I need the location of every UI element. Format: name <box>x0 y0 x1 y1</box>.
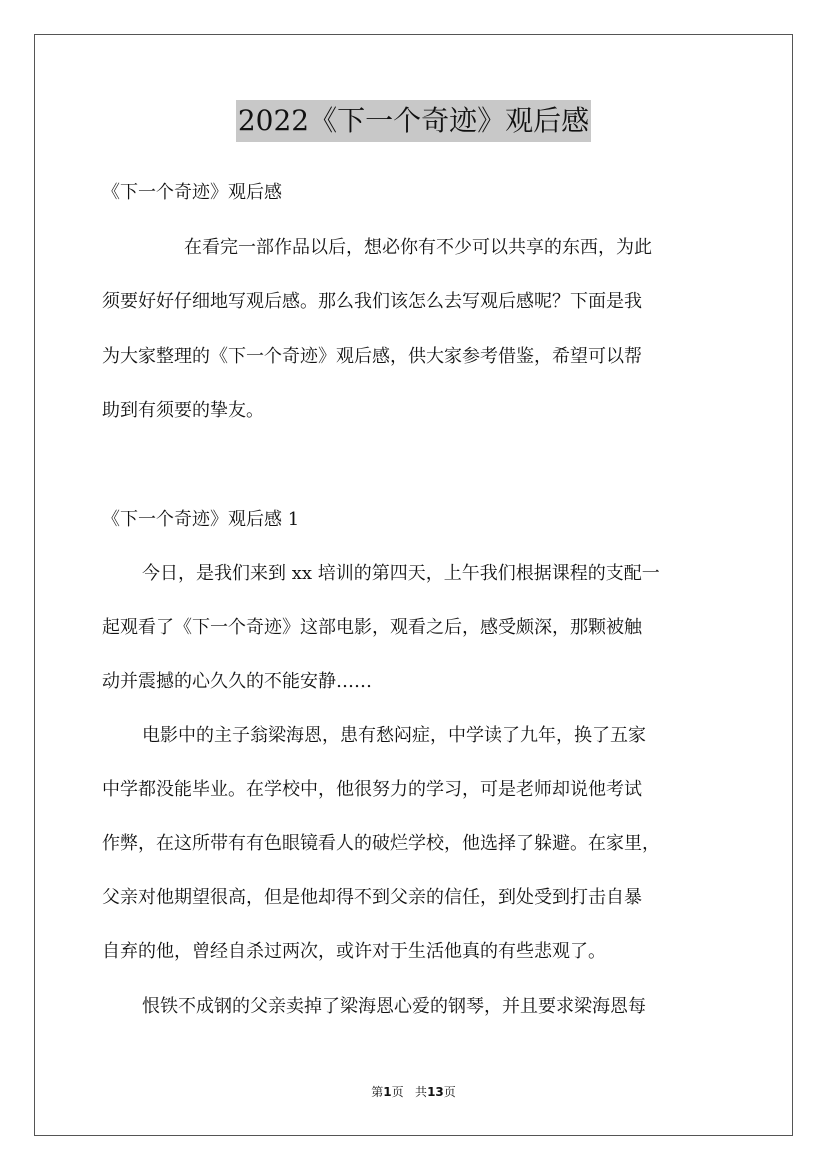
body-line: 父亲对他期望很高，但是他却得不到父亲的信任，到处受到打击自暴 <box>102 887 642 908</box>
body-line: 自弃的他，曾经自杀过两次，或许对于生活他真的有些悲观了。 <box>102 941 606 962</box>
body-line: 动并震撼的心久久的不能安静…… <box>102 671 372 692</box>
document-title: 2022《下一个奇迹》观后感 <box>236 100 591 142</box>
body-line: 电影中的主子翁梁海恩，患有愁闷症，中学读了九年，换了五家 <box>142 725 646 746</box>
body-line: 中学都没能毕业。在学校中，他很努力的学习，可是老师却说他考试 <box>102 779 642 800</box>
title-container <box>0 100 827 142</box>
total-suffix: 页 <box>443 1085 456 1099</box>
subtitle: 《下一个奇迹》观后感 <box>102 182 282 203</box>
total-pages: 13 <box>427 1085 444 1099</box>
intro-line: 在看完一部作品以后，想必你有不少可以共享的东西，为此 <box>184 237 652 258</box>
intro-line: 助到有须要的挚友。 <box>102 400 264 421</box>
intro-line: 须要好好仔细地写观后感。那么我们该怎么去写观后感呢？下面是我 <box>102 291 642 312</box>
section-heading: 《下一个奇迹》观后感 1 <box>102 509 300 530</box>
page-prefix: 第 <box>371 1085 384 1099</box>
intro-line: 为大家整理的《下一个奇迹》观后感，供大家参考借鉴，希望可以帮 <box>102 346 642 367</box>
body-line: 恨铁不成钢的父亲卖掉了梁海恩心爱的钢琴，并且要求梁海恩每 <box>142 996 646 1017</box>
page-number: 1 <box>383 1085 392 1099</box>
page-suffix: 页 <box>391 1085 404 1099</box>
body-line: 作弊，在这所带有有色眼镜看人的破烂学校，他选择了躲避。在家里， <box>102 833 660 854</box>
total-prefix: 共 <box>415 1085 428 1099</box>
body-line: 起观看了《下一个奇迹》这部电影，观看之后，感受颇深，那颗被触 <box>102 617 642 638</box>
body-line: 今日，是我们来到 xx 培训的第四天，上午我们根据课程的支配一 <box>142 563 660 584</box>
page-footer <box>0 1084 827 1100</box>
